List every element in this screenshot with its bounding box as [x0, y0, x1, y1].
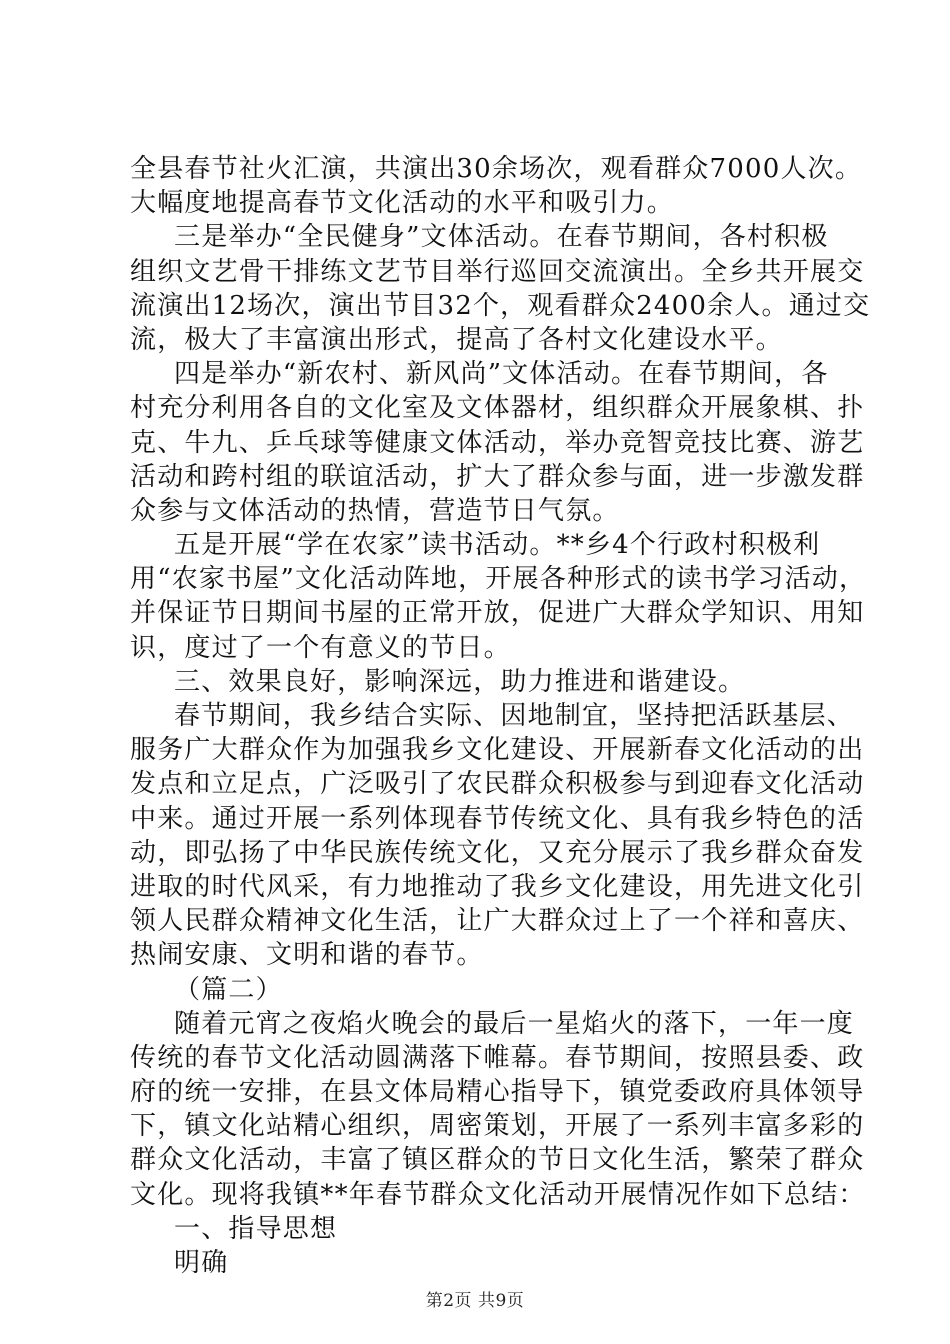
section-heading: 一、指导思想	[174, 1213, 338, 1244]
text-line: 发点和立足点，广泛吸引了农民群众积极参与到迎春文化活动	[130, 769, 865, 800]
text-line: 进取的时代风采，有力地推动了我乡文化建设，用先进文化引	[130, 871, 865, 902]
paragraph-start-line: 五是开展“学在农家”读书活动。**乡4个行政村积极利	[174, 530, 821, 561]
text-line: 热闹安康、文明和谐的春节。	[130, 940, 484, 971]
text-line: 领人民群众精神文化生活，让广大群众过上了一个祥和喜庆、	[130, 906, 865, 937]
text-line: 府的统一安排，在县文体局精心指导下，镇党委政府具体领导	[130, 1077, 865, 1108]
text-line: 活动和跨村组的联谊活动，扩大了群众参与面，进一步激发群	[130, 461, 865, 492]
text-line: 用“农家书屋”文化活动阵地，开展各种形式的读书学习活动，	[130, 564, 867, 595]
page-number-footer: 第2页 共9页	[425, 1291, 525, 1311]
text-line: 文化。现将我镇**年春节群众文化活动开展情况作如下总结：	[130, 1179, 866, 1210]
text-line: 流演出12场次，演出节目32个，观看群众2400余人。通过交	[130, 290, 871, 321]
part-heading: （篇二）	[174, 974, 283, 1005]
section-heading: 三、效果良好，影响深远，助力推进和谐建设。	[174, 666, 746, 697]
paragraph-start-line: 三是举办“全民健身”文体活动。在春节期间，各村积极	[174, 222, 829, 253]
document-body	[130, 152, 871, 1280]
text-line: 动，即弘扬了中华民族传统文化，又充分展示了我乡群众奋发	[130, 837, 865, 868]
text-line: 组织文艺骨干排练文艺节目举行巡回交流演出。全乡共开展交	[130, 256, 865, 287]
paragraph-start-line: 明确	[174, 1248, 229, 1278]
text-line: 众参与文体活动的热情，营造节日气氛。	[130, 495, 620, 526]
text-line: 群众文化活动，丰富了镇区群众的节日文化生活，繁荣了群众	[130, 1145, 865, 1176]
paragraph-start-line: 随着元宵之夜焰火晚会的最后一星焰火的落下，一年一度	[174, 1008, 855, 1039]
text-line: 传统的春节文化活动圆满落下帷幕。春节期间，按照县委、政	[130, 1042, 865, 1073]
text-line: 流，极大了丰富演出形式，提高了各村文化建设水平。	[130, 324, 783, 355]
text-line: 村充分利用各自的文化室及文体器材，组织群众开展象棋、扑	[130, 393, 865, 424]
paragraph-start-line: 四是举办“新农村、新风尚”文体活动。在春节期间，各	[174, 359, 829, 390]
text-line: 全县春节社火汇演，共演出30余场次，观看群众7000人次。	[130, 154, 863, 184]
text-line: 下，镇文化站精心组织，周密策划，开展了一系列丰富多彩的	[130, 1111, 865, 1142]
text-line: 识，度过了一个有意义的节日。	[130, 632, 511, 663]
text-line: 大幅度地提高春节文化活动的水平和吸引力。	[130, 188, 675, 219]
paragraph-start-line: 春节期间，我乡结合实际、因地制宜，坚持把活跃基层、	[174, 701, 855, 731]
text-line: 服务广大群众作为加强我乡文化建设、开展新春文化活动的出	[130, 735, 865, 766]
text-line: 并保证节日期间书屋的正常开放，促进广大群众学知识、用知	[130, 598, 865, 629]
text-line: 中来。通过开展一系列体现春节传统文化、具有我乡特色的活	[130, 803, 865, 834]
text-line: 克、牛九、乒乓球等健康文体活动，举办竞智竞技比赛、游艺	[130, 427, 865, 458]
